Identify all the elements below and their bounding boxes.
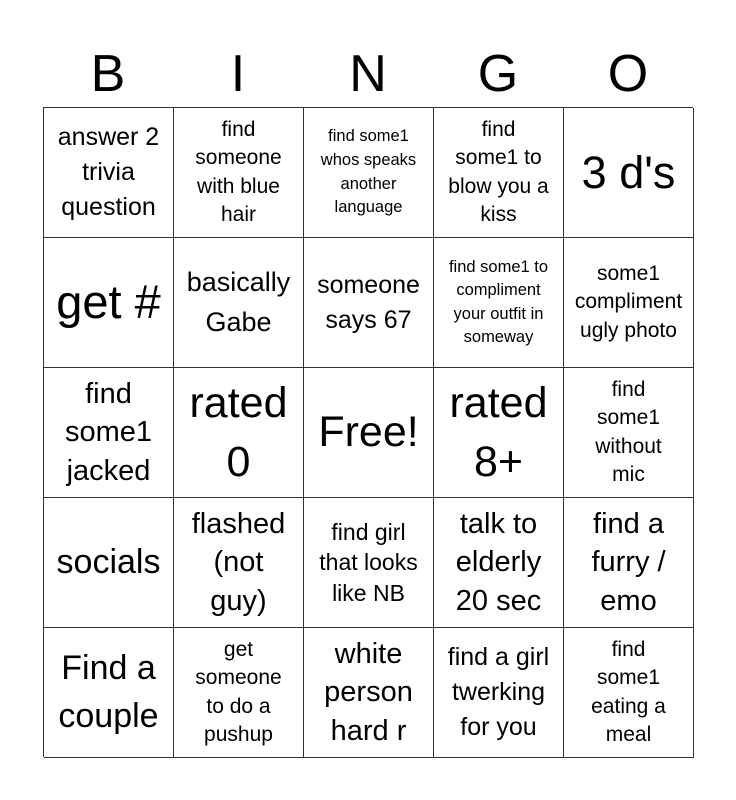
bingo-cell-r2-c1[interactable]: get # [44,238,174,368]
header-letter-b: B [90,45,126,103]
bingo-cell-r2-c4[interactable]: find some1 to compliment your outfit in someway [434,238,564,368]
bingo-cell-r5-c4[interactable]: find a girl twerking for you [434,628,564,758]
bingo-cell-r4-c5[interactable]: find a furry / emo [564,498,694,628]
bingo-cell-r4-c3[interactable]: find girl that looks like NB [304,498,434,628]
bingo-cell-r4-c4[interactable]: talk to elderly 20 sec [434,498,564,628]
bingo-cell-r4-c2[interactable]: flashed (not guy) [174,498,304,628]
bingo-cell-r3-c2[interactable]: rated 0 [174,368,304,498]
bingo-cell-r1-c3[interactable]: find some1 whos speaks another language [304,108,434,238]
bingo-cell-r3-c5[interactable]: find some1 without mic [564,368,694,498]
header-letter-n: N [349,45,387,103]
bingo-cell-r2-c3[interactable]: someone says 67 [304,238,434,368]
bingo-cell-r5-c5[interactable]: find some1 eating a meal [564,628,694,758]
bingo-cell-r4-c1[interactable]: socials [44,498,174,628]
bingo-cell-r3-c3[interactable]: Free! [304,368,434,498]
bingo-cell-r1-c5[interactable]: 3 d's [564,108,694,238]
bingo-cell-r3-c1[interactable]: find some1 jacked [44,368,174,498]
header-letter-i: I [230,45,246,103]
header-letter-o: O [607,45,649,103]
bingo-cell-r5-c2[interactable]: get someone to do a pushup [174,628,304,758]
bingo-cell-r5-c3[interactable]: white person hard r [304,628,434,758]
bingo-cell-r1-c2[interactable]: find someone with blue hair [174,108,304,238]
bingo-cell-r2-c2[interactable]: basically Gabe [174,238,304,368]
bingo-cell-r2-c5[interactable]: some1 compliment ugly photo [564,238,694,368]
header-letter-g: G [477,45,519,103]
bingo-header [43,40,693,108]
bingo-cell-r1-c4[interactable]: find some1 to blow you a kiss [434,108,564,238]
bingo-grid [43,107,693,757]
bingo-cell-r5-c1[interactable]: Find a couple [44,628,174,758]
bingo-cell-r3-c4[interactable]: rated 8+ [434,368,564,498]
bingo-cell-r1-c1[interactable]: answer 2 trivia question [44,108,174,238]
